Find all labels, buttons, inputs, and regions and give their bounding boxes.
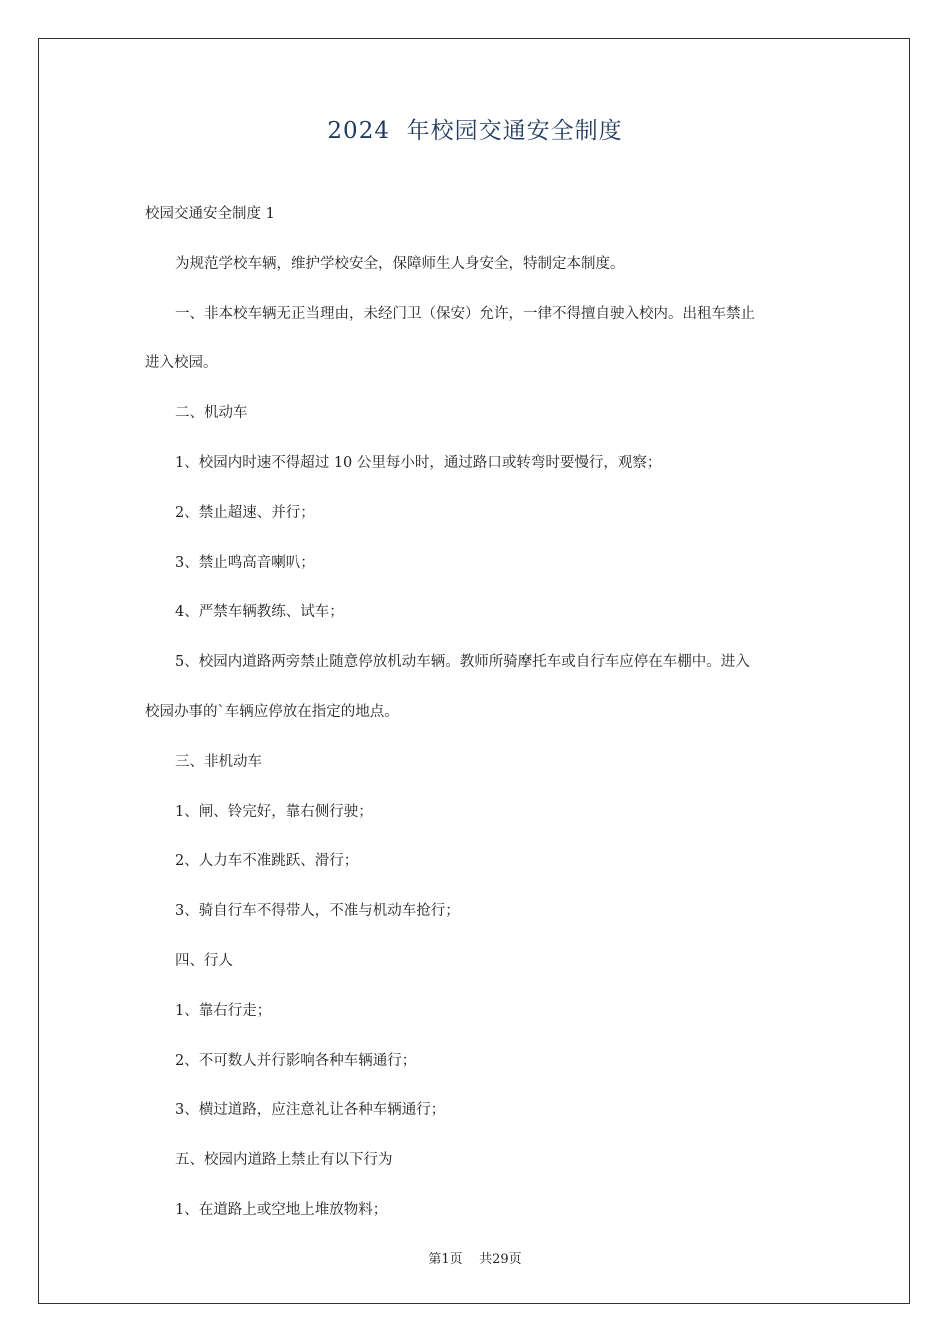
paragraph-line: 1、校园内时速不得超过 10 公里每小时，通过路口或转弯时要慢行，观察； [175,454,662,471]
paragraph-line: 1、闸、铃完好，靠右侧行驶； [175,803,373,820]
paragraph-line: 为规范学校车辆，维护学校安全，保障师生人身安全，特制定本制度。 [175,255,625,272]
paragraph-line: 1、在道路上或空地上堆放物料； [175,1201,388,1218]
paragraph-line: 四、行人 [175,952,233,969]
paragraph-line: 五、校园内道路上禁止有以下行为 [175,1152,393,1169]
paragraph-line: 2、禁止超速、并行； [175,504,315,521]
paragraph-line: 5、校园内道路两旁禁止随意停放机动车辆。教师所骑摩托车或自行车应停在车棚中。进入 [175,654,750,671]
page-footer: 第1页 共29页 [428,1252,522,1267]
paragraph-line: 4、严禁车辆教练、试车； [175,604,344,621]
paragraph-line: 三、非机动车 [175,753,262,770]
paragraph-line: 校园交通安全制度 1 [145,206,275,222]
paragraph-line: 校园办事的`车辆应停放在指定的地点。 [145,703,399,720]
paragraph-line: 1、靠右行走； [175,1002,272,1019]
document-body [145,200,810,1246]
paragraph-line: 3、横过道路，应注意礼让各种车辆通行； [175,1102,446,1119]
paragraph-line: 2、不可数人并行影响各种车辆通行； [175,1052,417,1069]
paragraph-line: 一、非本校车辆无正当理由，未经门卫（保安）允许，一律不得擅自驶入校内。出租车禁止 [175,305,755,322]
paragraph-line: 进入校园。 [145,355,218,372]
paragraph-line: 二、机动车 [175,405,248,422]
paragraph-line: 3、禁止鸣高音喇叭； [175,554,315,571]
paragraph-line: 3、骑自行车不得带人，不准与机动车抢行； [175,903,460,920]
document-title: 2024 年校园交通安全制度 [327,118,623,144]
paragraph-line: 2、人力车不准跳跃、滑行； [175,853,359,870]
